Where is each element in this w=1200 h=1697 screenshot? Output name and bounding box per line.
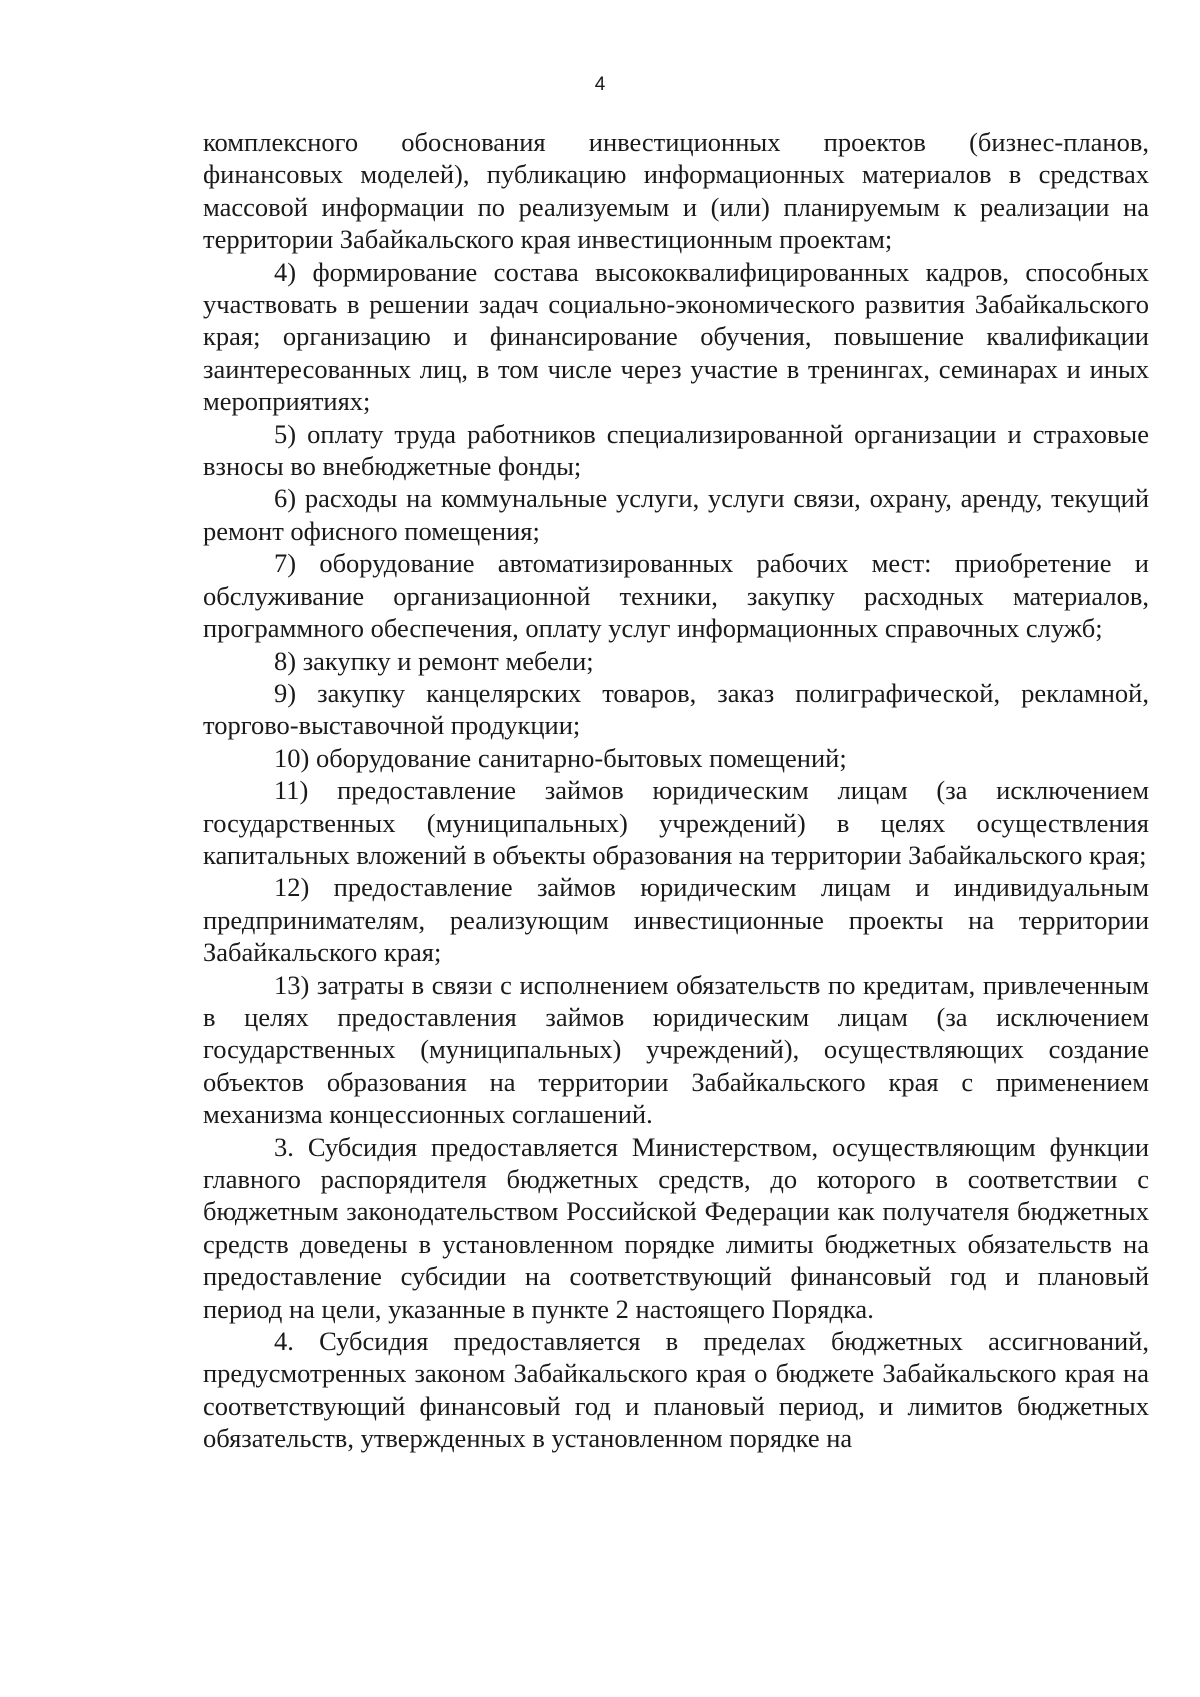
paragraph: 11) предоставление займов юридическим лицам (за исключением государственных (муниципальных) учреждений) в целях осуществления капитальных вложений в объекты образования на территории Забайкальского края;: [203, 775, 1149, 870]
paragraph: 8) закупку и ремонт мебели;: [274, 645, 594, 676]
paragraph: 6) расходы на коммунальные услуги, услуги связи, охрану, аренду, текущий ремонт офисного помещения;: [203, 483, 1149, 546]
paragraph: 10) оборудование санитарно-бытовых помещений;: [274, 742, 847, 773]
paragraph: 9) закупку канцелярских товаров, заказ полиграфической, рекламной, торгово-выставочной продукции;: [203, 677, 1149, 741]
document-body: [203, 126, 1149, 1455]
paragraph: 7) оборудование автоматизированных рабочих мест: приобретение и обслуживание организационной техники, закупку расходных материалов, программного обеспечения, оплату услуг информационных справочных служб;: [203, 548, 1149, 644]
paragraph: 3. Субсидия предоставляется Министерством, осуществляющим функции главного распорядителя бюджетных средств, до которого в соответствии с бюджетным законодательством Российской Федерации как получателя бюджетных средств доведены в установленном порядке лимиты бюджетных обязательств на предоставление субсидии на соответствующий финансовый год и плановый период на цели, указанные в пункте 2 настоящего Порядка.: [203, 1131, 1149, 1324]
page-number: 4: [594, 74, 606, 95]
paragraph: 5) оплату труда работников специализированной организации и страховые взносы во внебюджетные фонды;: [203, 418, 1149, 482]
paragraph: 4. Субсидия предоставляется в пределах бюджетных ассигнований, предусмотренных законом Забайкальского края о бюджете Забайкальского края на соответствующий финансовый год и плановый период, и лимитов бюджетных обязательств, утвержденных в установленном порядке на: [203, 1326, 1149, 1454]
paragraph: 13) затраты в связи с исполнением обязательств по кредитам, привлеченным в целях предоставления займов юридическим лицам (за исключением государственных (муниципальных) учреждений), осуществляющих создание объектов образования на территории Забайкальского края с применением механизма концессионных соглашений.: [203, 969, 1149, 1130]
paragraph: 12) предоставление займов юридическим лицам и индивидуальным предпринимателям, реализующим инвестиционные проекты на территории Забайкальского края;: [203, 872, 1149, 968]
paragraph: комплексного обоснования инвестиционных проектов (бизнес-планов, финансовых моделей), публикацию информационных материалов в средствах массовой информации по реализуемым и (или) планируемым к реализации на территории Забайкальского края инвестиционным проектам;: [203, 127, 1149, 255]
paragraph: 4) формирование состава высококвалифицированных кадров, способных участвовать в решении задач социально-экономического развития Забайкальского края; организацию и финансирование обучения, повышение квалификации заинтересованных лиц, в том числе через участие в тренингах, семинарах и иных мероприятиях;: [203, 256, 1149, 417]
